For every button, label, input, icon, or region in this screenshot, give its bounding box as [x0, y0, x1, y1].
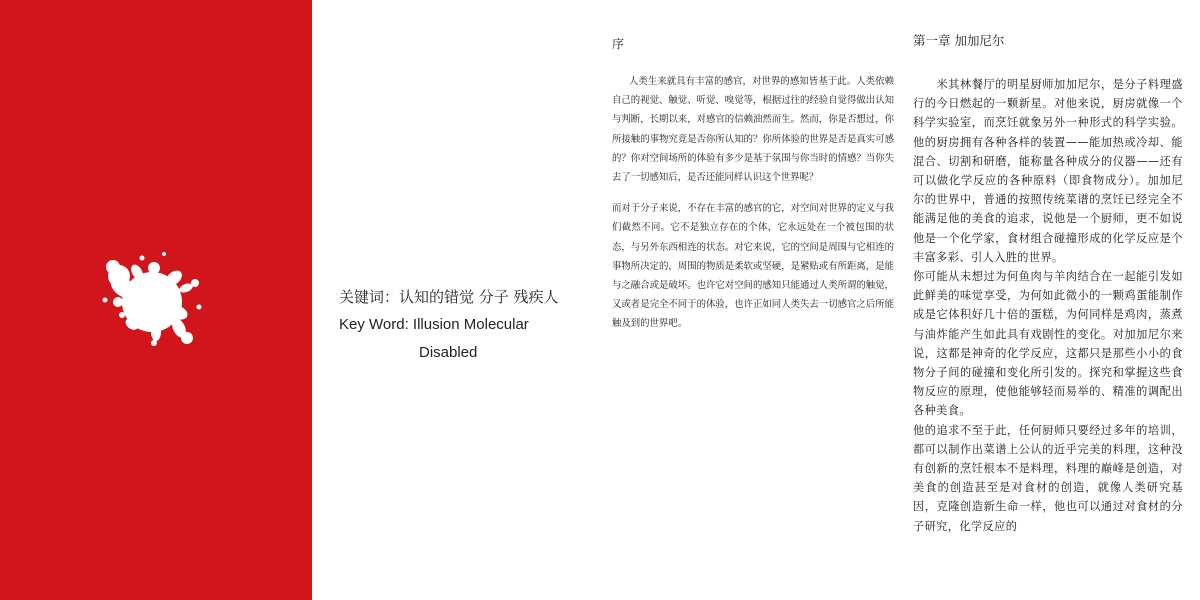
chapter-column [913, 33, 1183, 536]
chapter-paragraph: 他的追求不至于此，任何厨师只要经过多年的培训，都可以制作出菜谱上公认的近乎完美的料理，这种没有创新的烹饪根本不是料理，料理的巅峰是创造，对美食的创造甚至是对食材的创造，就像人类研究基因，克隆创造新生命一样，他也可以通过对食材的分子研究，化学反应的 [913, 423, 1183, 533]
keywords-chinese: 关键词：认知的错觉 分子 残疾人 [339, 288, 559, 306]
preface-body [612, 72, 894, 334]
chapter-body [913, 75, 1183, 536]
chapter-paragraph: 你可能从未想过为何鱼肉与羊肉结合在一起能引发如此鲜美的味觉享受，为何如此微小的一颗鸡蛋能制作成是它体积好几十倍的蛋糕，为何同样是鸡肉，蒸煮与油炸能产生如此具有戏剧性的变化。对加加尼尔来说，这都是神奇的化学反应，这都只是那些小小的食物分子间的碰撞和变化所引发的。探究和掌握这些食物反应的原理，使他能够轻而易举的、精准的调配出各种美食。 [913, 270, 1183, 418]
keywords-block [339, 284, 601, 366]
keywords-english-line1: Key Word: Illusion Molecular [339, 316, 529, 333]
keywords-english-line2: Disabled [419, 344, 478, 361]
preface-column [612, 36, 894, 334]
preface-paragraph: 而对于分子来说，不存在丰富的感官的它，对空间对世界的定义与我们截然不同。它不是独立存在的个体，它永远处在一个被包围的状态，与另外东西相连的状态。对它来说，它的空间是周围与它相连的事物所决定的，周围的物质是柔软或坚硬，是紧贴或有所距离，是能与之融合或是破坏。也许它对空间的感知只能通过人类所谓的触觉，又或者是完全不同于的体验，也许正如同人类失去一切感官之后所能触及到的世界吧。 [612, 203, 894, 330]
ink-splash-icon [96, 240, 208, 356]
red-side-panel [0, 0, 312, 600]
preface-paragraph: 人类生来就具有丰富的感官，对世界的感知皆基于此。人类依赖自己的视觉、触觉、听觉、嗅觉等，根据过往的经验自觉得做出认知与判断，长期以来，对感官的信赖油然而生。然而，你是否想过，你所接触的事物究竟是否你所认知的？你所体验的世界是否是真实可感的？你对空间场所的体验有多少是基于氛围与你当时的情感？当你失去了一切感知后，是否还能同样认识这个世界呢？ [612, 76, 894, 184]
chapter-title: 第一章 加加尼尔 [913, 33, 1005, 48]
chapter-paragraph: 米其林餐厅的明星厨师加加尼尔，是分子料理盛行的今日燃起的一颗新星。对他来说，厨房就像一个科学实验室，而烹饪就象另外一种形式的科学实验。他的厨房拥有各种各样的装置——能加热或冷却、能混合、切割和研磨，能称量各种成分的仪器——还有可以做化学反应的各种原料（即食物成分）。加加尼尔的世界中，普通的按照传统菜谱的烹饪已经完全不能满足他的美食的追求，说他是一个厨师，更不如说他是一个化学家，食材组合碰撞形成的化学反应是个丰富多彩、引人入胜的世界。 [913, 78, 1183, 264]
preface-title: 序 [612, 37, 625, 51]
